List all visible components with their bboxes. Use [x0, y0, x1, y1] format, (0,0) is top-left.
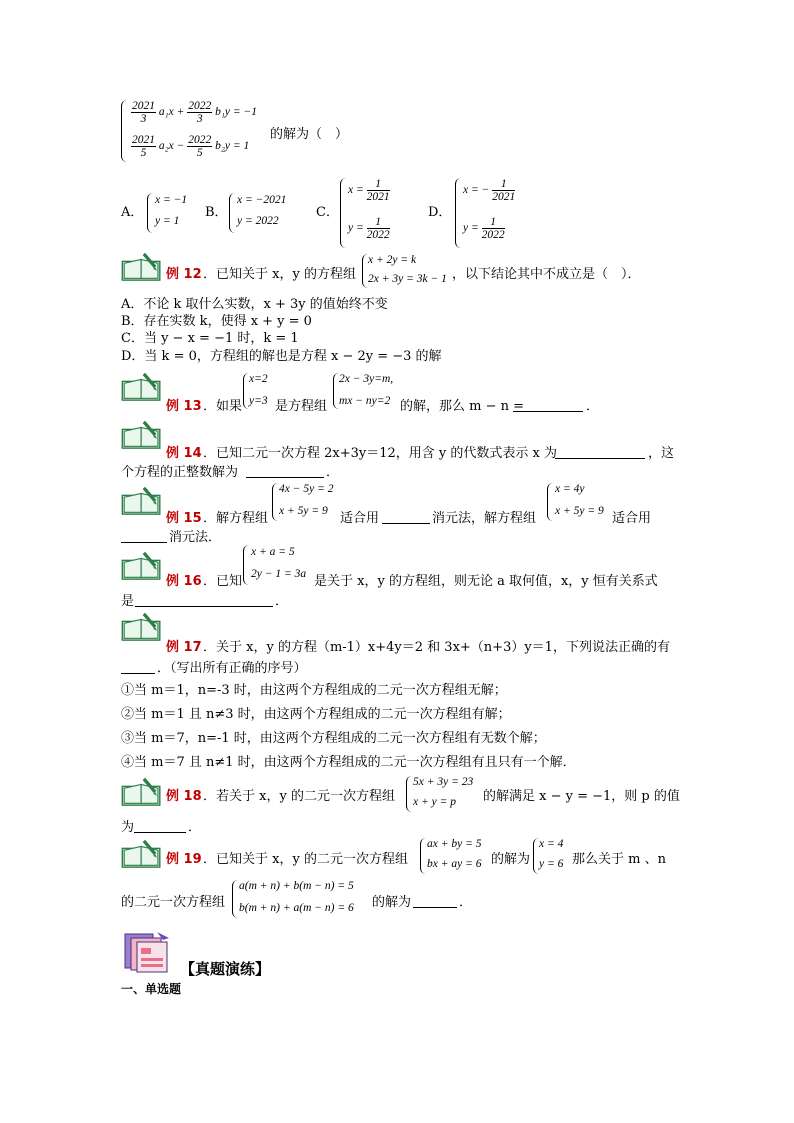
exam-practice-icon	[121, 928, 175, 974]
book-pen-icon	[120, 486, 164, 516]
ex15-a2: x + 5y = 9	[279, 505, 328, 517]
book-pen-icon	[120, 551, 164, 581]
ex15-tag: 例 15	[166, 511, 202, 526]
ex12-tag: 例 12	[166, 267, 202, 282]
ex17-item1: ①当 m＝1，n=-3 时，由这两个方程组成的二元一次方程组无解；	[121, 683, 507, 698]
ex19-c2: b(m + n) + a(m − n) = 6	[239, 902, 354, 914]
ex19-pre: ．已知关于 x，y 的二元一次方程组	[203, 852, 408, 867]
ex19-a1: ax + by = 5	[427, 838, 482, 850]
ex19-blank[interactable]	[413, 895, 457, 913]
ex13-b2: mx − ny=2	[339, 395, 391, 407]
ex13-pre: ．如果	[203, 399, 243, 414]
ex16-a1: x + a = 5	[251, 546, 295, 558]
ex15-brace-a	[272, 483, 278, 521]
ex12-pre: ．已知关于 x，y 的方程组	[203, 267, 356, 282]
ex12-post: ，以下结论其中不成立是（ ）．	[452, 267, 641, 282]
ex13-a2: y=3	[249, 395, 268, 407]
ex15-mid2: 消元法，解方程组	[432, 511, 537, 526]
ex19-end: ．	[459, 895, 473, 910]
ex18-brace	[406, 776, 412, 812]
option-d-label[interactable]: D．	[428, 205, 452, 220]
ex12-option-b[interactable]: B．存在实数 k，使得 x + y = 0	[121, 314, 312, 329]
ex13-b1: 2x − 3y=m,	[339, 373, 394, 385]
ex18-l2: 为	[121, 820, 135, 835]
book-pen-icon	[120, 252, 164, 282]
ex16-pre: ．已知	[203, 574, 243, 589]
book-pen-icon	[120, 839, 164, 869]
ex17-l2: ．（写出所有正确的序号）	[157, 661, 307, 676]
ex17-item4: ④当 m＝7 且 n≠1 时，由这两个方程组成的二元一次方程组有且只有一个解．	[121, 755, 576, 770]
ex15-mid1: 适合用	[340, 511, 380, 526]
ex17-l1: ．关于 x，y 的方程（m-1）x+4y＝2 和 3x+（n+3）y＝1，下列说法正确的有	[203, 640, 670, 655]
ex18-pre: ．若关于 x，y 的二元一次方程组	[203, 789, 395, 804]
ex19-tag: 例 19	[166, 852, 202, 867]
ex13-a1: x=2	[249, 373, 268, 385]
option-d-l2: y = $\frac{1}{2022}$	[463, 216, 505, 241]
option-b-l2: y = 2022	[237, 215, 279, 227]
ex15-pre: ．解方程组	[203, 511, 269, 526]
ex14-blank1[interactable]	[555, 446, 645, 464]
option-a-l2: y = 1	[155, 215, 180, 227]
ex13-tag: 例 13	[166, 399, 202, 414]
ex16-brace	[243, 545, 249, 585]
option-d-l1: x = − $\frac{1}{2021}$	[463, 178, 516, 203]
ex13-answer-blank[interactable]	[513, 399, 583, 417]
option-c-l2: y = $\frac{1}{2022}$	[348, 216, 390, 241]
ex19-l2post: 的解为	[372, 895, 412, 910]
ex18-blank[interactable]	[134, 820, 186, 838]
top-system-eq1: $\frac{2021}{3}$ a₁x + $\frac{2022}{3}$ b₁y = −1	[132, 100, 257, 125]
ex17-blank[interactable]	[121, 661, 155, 679]
ex18-a1: 5x + 3y = 23	[413, 776, 474, 788]
option-c-brace	[340, 178, 346, 248]
ex16-end: ．	[275, 594, 289, 609]
ex14-l2end: ．	[326, 465, 340, 480]
ex17-item2: ②当 m＝1 且 n≠3 时，由这两个方程组成的二元一次方程组有解；	[121, 707, 511, 722]
ex15-post: 适合用	[612, 511, 652, 526]
ex19-mid: 的解为	[491, 852, 531, 867]
section-subtitle: 一、单选题	[121, 982, 182, 996]
ex19-post: 那么关于 m 、n	[572, 852, 666, 867]
ex15-a1: 4x − 5y = 2	[279, 483, 334, 495]
ex19-a2: bx + ay = 6	[427, 858, 482, 870]
ex19-brace-a	[420, 838, 426, 874]
option-c-label[interactable]: C．	[316, 205, 339, 220]
ex17-item3: ③当 m＝7，n=-1 时，由这两个方程组成的二元一次方程组有无数个解；	[121, 731, 546, 746]
book-pen-icon	[120, 777, 164, 807]
ex13-mid: 是方程组	[275, 399, 328, 414]
option-b-l1: x = −2021	[237, 194, 287, 206]
ex19-b1: x = 4	[539, 838, 564, 850]
ex16-l2: 是	[121, 594, 135, 609]
ex13-post: 的解，那么 m − n =	[400, 399, 525, 414]
ex17-tag: 例 17	[166, 640, 202, 655]
ex14-l1end: ，这	[648, 446, 675, 461]
top-system-eq2: $\frac{2021}{5}$ a₂x − $\frac{2022}{5}$ b₂y = 1	[132, 134, 250, 159]
ex15-blank2[interactable]	[121, 530, 167, 548]
ex18-a2: x + y = p	[413, 796, 456, 808]
ex16-a2: 2y − 1 = 3a	[251, 568, 307, 580]
ex19-brace-c	[232, 880, 238, 918]
book-pen-icon	[120, 420, 164, 450]
ex15-b1: x = 4y	[555, 483, 585, 495]
ex12-option-d[interactable]: D．当 k = 0，方程组的解也是方程 x − 2y = −3 的解	[121, 349, 442, 364]
ex18-post: 的解满足 x − y = −1，则 p 的值	[483, 789, 680, 804]
section-title: 【真题演练】	[180, 960, 271, 978]
option-a-brace	[147, 193, 153, 233]
option-a-label[interactable]: A．	[121, 205, 144, 220]
ex16-blank[interactable]	[135, 594, 273, 612]
ex12-s2: 2x + 3y = 3k − 1	[368, 273, 447, 285]
ex19-b2: y = 6	[539, 858, 564, 870]
ex12-s1: x + 2y = k	[368, 254, 417, 266]
ex16-post: 是关于 x，y 的方程组，则无论 a 取何值，x，y 恒有关系式	[314, 574, 658, 589]
ex14-tag: 例 14	[166, 446, 202, 461]
option-b-label[interactable]: B．	[205, 205, 228, 220]
top-system-brace	[121, 100, 128, 162]
ex14-l2: 个方程的正整数解为	[121, 465, 239, 480]
ex15-b2: x + 5y = 9	[555, 505, 604, 517]
ex14-blank2[interactable]	[246, 465, 324, 483]
option-a-l1: x = −1	[155, 194, 188, 206]
ex15-brace-b	[547, 483, 553, 521]
ex15-l2: 消元法．	[169, 530, 222, 545]
ex16-tag: 例 16	[166, 574, 202, 589]
ex12-option-c[interactable]: C．当 y − x = −1 时，k = 1	[121, 331, 299, 346]
ex18-end: ．	[188, 820, 202, 835]
option-b-brace	[229, 193, 235, 233]
ex13-end: ．	[586, 399, 600, 414]
top-system-tail: 的解为（ ）	[270, 127, 349, 142]
ex19-l2: 的二元一次方程组	[121, 895, 226, 910]
book-pen-icon	[120, 612, 164, 642]
ex15-blank1[interactable]	[382, 511, 430, 529]
ex19-c1: a(m + n) + b(m − n) = 5	[239, 880, 354, 892]
option-c-l1: x = $\frac{1}{2021}$	[348, 178, 390, 203]
ex14-l1: ．已知二元一次方程 2x+3y＝12，用含 y 的代数式表示 x 为	[203, 446, 557, 461]
book-pen-icon	[120, 372, 164, 402]
ex18-tag: 例 18	[166, 789, 202, 804]
option-d-brace	[455, 178, 461, 248]
ex12-option-a[interactable]: A．不论 k 取什么实数，x + 3y 的值始终不变	[121, 297, 388, 312]
